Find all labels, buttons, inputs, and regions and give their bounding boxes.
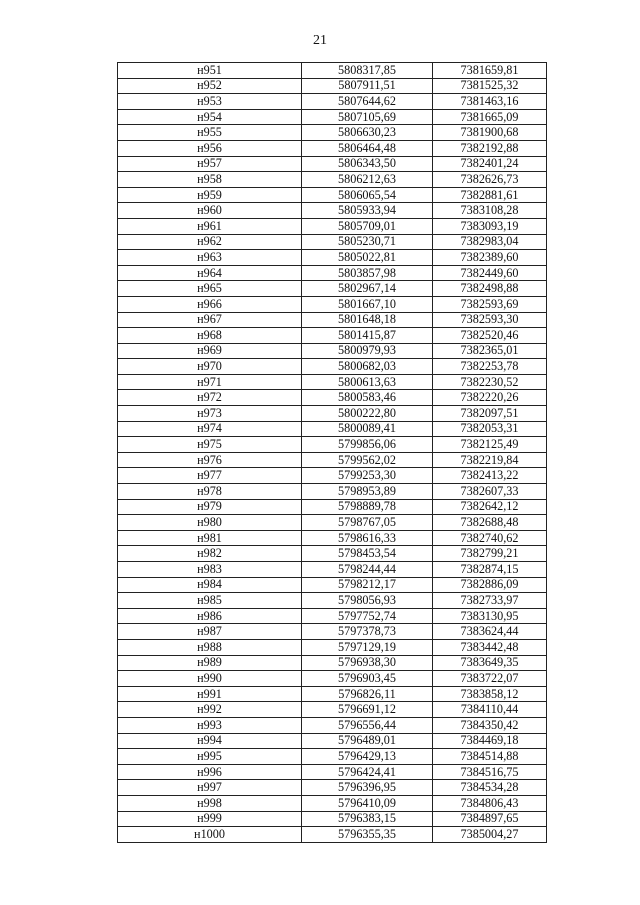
table-row	[118, 156, 547, 172]
x-coordinate-cell: 5806343,50	[302, 156, 433, 172]
x-coordinate-cell: 5800583,46	[302, 390, 433, 406]
table-row	[118, 390, 547, 406]
y-coordinate-cell: 7382230,52	[433, 374, 547, 390]
point-id-cell: н992	[118, 702, 302, 718]
table-row	[118, 546, 547, 562]
point-id-cell: н951	[118, 63, 302, 79]
x-coordinate-cell: 5798616,33	[302, 530, 433, 546]
y-coordinate-cell: 7384897,65	[433, 811, 547, 827]
x-coordinate-cell: 5796691,12	[302, 702, 433, 718]
y-coordinate-cell: 7383108,28	[433, 203, 547, 219]
point-id-cell: н964	[118, 265, 302, 281]
coordinates-table	[117, 62, 547, 843]
x-coordinate-cell: 5799253,30	[302, 468, 433, 484]
table-row	[118, 203, 547, 219]
point-id-cell: н982	[118, 546, 302, 562]
y-coordinate-cell: 7382365,01	[433, 343, 547, 359]
x-coordinate-cell: 5800222,80	[302, 406, 433, 422]
y-coordinate-cell: 7382125,49	[433, 437, 547, 453]
point-id-cell: н968	[118, 328, 302, 344]
x-coordinate-cell: 5798453,54	[302, 546, 433, 562]
table-row	[118, 312, 547, 328]
x-coordinate-cell: 5796424,41	[302, 764, 433, 780]
y-coordinate-cell: 7382253,78	[433, 359, 547, 375]
point-id-cell: н970	[118, 359, 302, 375]
table-row	[118, 406, 547, 422]
x-coordinate-cell: 5796383,15	[302, 811, 433, 827]
point-id-cell: н991	[118, 686, 302, 702]
x-coordinate-cell: 5796826,11	[302, 686, 433, 702]
point-id-cell: н958	[118, 172, 302, 188]
point-id-cell: н955	[118, 125, 302, 141]
point-id-cell: н980	[118, 515, 302, 531]
y-coordinate-cell: 7382688,48	[433, 515, 547, 531]
table-row	[118, 250, 547, 266]
x-coordinate-cell: 5807105,69	[302, 109, 433, 125]
y-coordinate-cell: 7382389,60	[433, 250, 547, 266]
x-coordinate-cell: 5797752,74	[302, 608, 433, 624]
table-row	[118, 655, 547, 671]
table-row	[118, 764, 547, 780]
point-id-cell: н999	[118, 811, 302, 827]
table-row	[118, 78, 547, 94]
y-coordinate-cell: 7382642,12	[433, 499, 547, 515]
table-row	[118, 562, 547, 578]
table-row	[118, 499, 547, 515]
point-id-cell: н993	[118, 717, 302, 733]
point-id-cell: н979	[118, 499, 302, 515]
y-coordinate-cell: 7383649,35	[433, 655, 547, 671]
y-coordinate-cell: 7382593,30	[433, 312, 547, 328]
y-coordinate-cell: 7384516,75	[433, 764, 547, 780]
x-coordinate-cell: 5796355,35	[302, 827, 433, 843]
table-row	[118, 296, 547, 312]
table-row	[118, 63, 547, 79]
y-coordinate-cell: 7382593,69	[433, 296, 547, 312]
point-id-cell: н967	[118, 312, 302, 328]
table-row	[118, 702, 547, 718]
y-coordinate-cell: 7382881,61	[433, 187, 547, 203]
x-coordinate-cell: 5796489,01	[302, 733, 433, 749]
table-row	[118, 374, 547, 390]
point-id-cell: н994	[118, 733, 302, 749]
y-coordinate-cell: 7384350,42	[433, 717, 547, 733]
table-row	[118, 811, 547, 827]
point-id-cell: н965	[118, 281, 302, 297]
y-coordinate-cell: 7382626,73	[433, 172, 547, 188]
table-row	[118, 468, 547, 484]
x-coordinate-cell: 5800089,41	[302, 421, 433, 437]
table-row	[118, 328, 547, 344]
y-coordinate-cell: 7382192,88	[433, 140, 547, 156]
y-coordinate-cell: 7381463,16	[433, 94, 547, 110]
x-coordinate-cell: 5806630,23	[302, 125, 433, 141]
y-coordinate-cell: 7384514,88	[433, 749, 547, 765]
y-coordinate-cell: 7382053,31	[433, 421, 547, 437]
point-id-cell: н954	[118, 109, 302, 125]
y-coordinate-cell: 7382219,84	[433, 452, 547, 468]
table-row	[118, 109, 547, 125]
y-coordinate-cell: 7382220,26	[433, 390, 547, 406]
x-coordinate-cell: 5805709,01	[302, 218, 433, 234]
point-id-cell: н969	[118, 343, 302, 359]
table-row	[118, 639, 547, 655]
table-row	[118, 608, 547, 624]
point-id-cell: н976	[118, 452, 302, 468]
y-coordinate-cell: 7383858,12	[433, 686, 547, 702]
table-row	[118, 686, 547, 702]
table-row	[118, 530, 547, 546]
point-id-cell: н963	[118, 250, 302, 266]
x-coordinate-cell: 5806464,48	[302, 140, 433, 156]
x-coordinate-cell: 5796429,13	[302, 749, 433, 765]
y-coordinate-cell: 7383130,95	[433, 608, 547, 624]
table-row	[118, 733, 547, 749]
point-id-cell: н998	[118, 795, 302, 811]
x-coordinate-cell: 5801667,10	[302, 296, 433, 312]
table-row	[118, 593, 547, 609]
x-coordinate-cell: 5797378,73	[302, 624, 433, 640]
y-coordinate-cell: 7382449,60	[433, 265, 547, 281]
page-number: 21	[313, 33, 327, 48]
x-coordinate-cell: 5800682,03	[302, 359, 433, 375]
x-coordinate-cell: 5800979,93	[302, 343, 433, 359]
x-coordinate-cell: 5798889,78	[302, 499, 433, 515]
y-coordinate-cell: 7382413,22	[433, 468, 547, 484]
point-id-cell: н978	[118, 484, 302, 500]
x-coordinate-cell: 5798212,17	[302, 577, 433, 593]
point-id-cell: н971	[118, 374, 302, 390]
y-coordinate-cell: 7384806,43	[433, 795, 547, 811]
point-id-cell: н990	[118, 671, 302, 687]
y-coordinate-cell: 7382097,51	[433, 406, 547, 422]
y-coordinate-cell: 7381659,81	[433, 63, 547, 79]
point-id-cell: н996	[118, 764, 302, 780]
y-coordinate-cell: 7382498,88	[433, 281, 547, 297]
table-row	[118, 671, 547, 687]
table-row	[118, 717, 547, 733]
table-row	[118, 749, 547, 765]
point-id-cell: н972	[118, 390, 302, 406]
x-coordinate-cell: 5799856,06	[302, 437, 433, 453]
table-row	[118, 172, 547, 188]
point-id-cell: н960	[118, 203, 302, 219]
point-id-cell: н987	[118, 624, 302, 640]
y-coordinate-cell: 7382607,33	[433, 484, 547, 500]
y-coordinate-cell: 7382401,24	[433, 156, 547, 172]
x-coordinate-cell: 5799562,02	[302, 452, 433, 468]
point-id-cell: н973	[118, 406, 302, 422]
point-id-cell: н966	[118, 296, 302, 312]
point-id-cell: н952	[118, 78, 302, 94]
point-id-cell: н997	[118, 780, 302, 796]
y-coordinate-cell: 7383722,07	[433, 671, 547, 687]
x-coordinate-cell: 5798767,05	[302, 515, 433, 531]
y-coordinate-cell: 7382799,21	[433, 546, 547, 562]
table-row	[118, 265, 547, 281]
table-row	[118, 281, 547, 297]
point-id-cell: н986	[118, 608, 302, 624]
point-id-cell: н975	[118, 437, 302, 453]
point-id-cell: н988	[118, 639, 302, 655]
table-row	[118, 515, 547, 531]
y-coordinate-cell: 7382983,04	[433, 234, 547, 250]
point-id-cell: н985	[118, 593, 302, 609]
table-row	[118, 234, 547, 250]
point-id-cell: н984	[118, 577, 302, 593]
point-id-cell: н974	[118, 421, 302, 437]
table-row	[118, 218, 547, 234]
table-row	[118, 437, 547, 453]
coordinates-table-body	[118, 63, 547, 843]
x-coordinate-cell: 5805230,71	[302, 234, 433, 250]
x-coordinate-cell: 5796396,95	[302, 780, 433, 796]
y-coordinate-cell: 7382740,62	[433, 530, 547, 546]
table-row	[118, 624, 547, 640]
x-coordinate-cell: 5798953,89	[302, 484, 433, 500]
y-coordinate-cell: 7384469,18	[433, 733, 547, 749]
y-coordinate-cell: 7384534,28	[433, 780, 547, 796]
y-coordinate-cell: 7383624,44	[433, 624, 547, 640]
point-id-cell: н989	[118, 655, 302, 671]
x-coordinate-cell: 5796938,30	[302, 655, 433, 671]
y-coordinate-cell: 7383442,48	[433, 639, 547, 655]
point-id-cell: н977	[118, 468, 302, 484]
x-coordinate-cell: 5798056,93	[302, 593, 433, 609]
x-coordinate-cell: 5805933,94	[302, 203, 433, 219]
point-id-cell: н1000	[118, 827, 302, 843]
x-coordinate-cell: 5796903,45	[302, 671, 433, 687]
point-id-cell: н961	[118, 218, 302, 234]
x-coordinate-cell: 5807644,62	[302, 94, 433, 110]
x-coordinate-cell: 5805022,81	[302, 250, 433, 266]
table-row	[118, 577, 547, 593]
y-coordinate-cell: 7385004,27	[433, 827, 547, 843]
table-row	[118, 187, 547, 203]
y-coordinate-cell: 7381665,09	[433, 109, 547, 125]
y-coordinate-cell: 7383093,19	[433, 218, 547, 234]
point-id-cell: н957	[118, 156, 302, 172]
point-id-cell: н956	[118, 140, 302, 156]
table-row	[118, 94, 547, 110]
y-coordinate-cell: 7382733,97	[433, 593, 547, 609]
table-row	[118, 780, 547, 796]
x-coordinate-cell: 5801415,87	[302, 328, 433, 344]
x-coordinate-cell: 5806065,54	[302, 187, 433, 203]
y-coordinate-cell: 7381900,68	[433, 125, 547, 141]
y-coordinate-cell: 7382886,09	[433, 577, 547, 593]
x-coordinate-cell: 5808317,85	[302, 63, 433, 79]
x-coordinate-cell: 5801648,18	[302, 312, 433, 328]
table-row	[118, 795, 547, 811]
table-row	[118, 140, 547, 156]
table-row	[118, 827, 547, 843]
table-row	[118, 452, 547, 468]
table-row	[118, 359, 547, 375]
x-coordinate-cell: 5798244,44	[302, 562, 433, 578]
table-row	[118, 343, 547, 359]
y-coordinate-cell: 7381525,32	[433, 78, 547, 94]
x-coordinate-cell: 5802967,14	[302, 281, 433, 297]
y-coordinate-cell: 7384110,44	[433, 702, 547, 718]
y-coordinate-cell: 7382520,46	[433, 328, 547, 344]
table-row	[118, 484, 547, 500]
table-row	[118, 125, 547, 141]
point-id-cell: н981	[118, 530, 302, 546]
x-coordinate-cell: 5796556,44	[302, 717, 433, 733]
point-id-cell: н953	[118, 94, 302, 110]
x-coordinate-cell: 5797129,19	[302, 639, 433, 655]
point-id-cell: н983	[118, 562, 302, 578]
x-coordinate-cell: 5807911,51	[302, 78, 433, 94]
x-coordinate-cell: 5796410,09	[302, 795, 433, 811]
table-row	[118, 421, 547, 437]
x-coordinate-cell: 5803857,98	[302, 265, 433, 281]
point-id-cell: н995	[118, 749, 302, 765]
y-coordinate-cell: 7382874,15	[433, 562, 547, 578]
point-id-cell: н962	[118, 234, 302, 250]
x-coordinate-cell: 5800613,63	[302, 374, 433, 390]
point-id-cell: н959	[118, 187, 302, 203]
x-coordinate-cell: 5806212,63	[302, 172, 433, 188]
